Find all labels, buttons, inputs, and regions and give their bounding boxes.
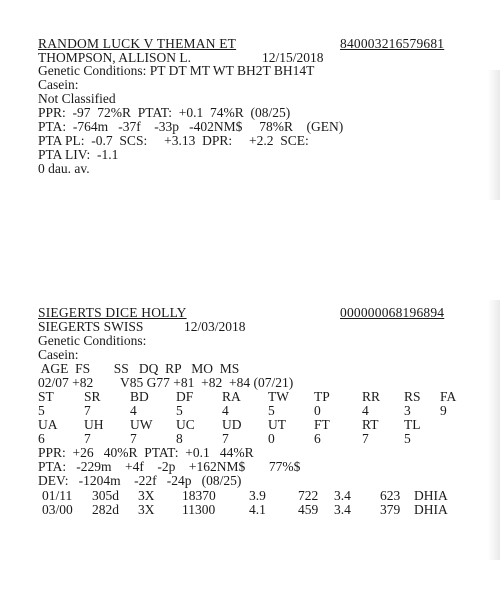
trait-label: SR	[84, 389, 101, 404]
record-date: 12/15/2018	[262, 50, 324, 65]
trait-value: 6	[38, 431, 45, 446]
pta-line: PTA: -764m -37f -33p -402NM$ 78%R (GEN)	[38, 119, 344, 134]
lactation-cell: 3X	[138, 502, 155, 517]
trait-label: TL	[404, 417, 421, 432]
classification-values: 02/07 +82 V85 G77 +81 +82 +84 (07/21)	[38, 375, 294, 390]
trait-value: 4	[130, 403, 137, 418]
trait-value: 5	[268, 403, 275, 418]
record-name: RANDOM LUCK V THEMAN ET	[38, 36, 237, 51]
trait-value: 7	[222, 431, 229, 446]
trait-value: 4	[362, 403, 369, 418]
trait-label: RS	[404, 389, 421, 404]
daughters-average: 0 dau. av.	[38, 161, 90, 176]
dev-line: DEV: -1204m -22f -24p (08/25)	[38, 473, 242, 488]
classification: Not Classified	[38, 91, 116, 106]
lactation-cell: 282d	[92, 502, 119, 517]
trait-label: RR	[362, 389, 381, 404]
lactation-cell: 379	[380, 502, 401, 517]
trait-value: 7	[84, 403, 91, 418]
pta-line: PTA: -229m +4f -2p +162NM$ 77%$	[38, 459, 301, 474]
trait-value: 7	[362, 431, 369, 446]
lactation-cell: 459	[298, 502, 319, 517]
trait-label: UC	[176, 417, 195, 432]
record-id: 840003216579681	[340, 36, 445, 51]
trait-value: 4	[222, 403, 229, 418]
ppr-line: PPR: -97 72%R PTAT: +0.1 74%R (08/25)	[38, 105, 291, 120]
trait-label: DF	[176, 389, 194, 404]
pta-pl-line: PTA PL: -0.7 SCS: +3.13 DPR: +2.2 SCE:	[38, 133, 309, 148]
trait-label: FT	[314, 417, 330, 432]
record-date: 12/03/2018	[184, 319, 246, 334]
trait-label: BD	[130, 389, 149, 404]
lactation-cell: 305d	[92, 488, 119, 503]
trait-label: UA	[38, 417, 58, 432]
ppr-line: PPR: +26 40%R PTAT: +0.1 44%R	[38, 445, 254, 460]
owner-name: SIEGERTS SWISS	[38, 319, 144, 334]
trait-label: UH	[84, 417, 104, 432]
trait-label: UD	[222, 417, 242, 432]
scan-shadow	[488, 300, 500, 560]
record-id: 000000068196894	[340, 305, 445, 320]
trait-value: 7	[130, 431, 137, 446]
trait-value: 5	[176, 403, 183, 418]
lactation-cell: 3.9	[249, 488, 266, 503]
trait-label: TP	[314, 389, 330, 404]
trait-value: 6	[314, 431, 321, 446]
trait-label: TW	[268, 389, 289, 404]
lactation-cell: DHIA	[414, 488, 448, 503]
trait-label: UW	[130, 417, 153, 432]
trait-label: RA	[222, 389, 241, 404]
lactation-cell: 3.4	[334, 502, 351, 517]
trait-label: ST	[38, 389, 54, 404]
classification-header: AGE FS SS DQ RP MO MS	[38, 361, 240, 376]
trait-value: 5	[404, 431, 411, 446]
trait-label: RT	[362, 417, 379, 432]
lactation-cell: 623	[380, 488, 401, 503]
genetic-conditions: Genetic Conditions:	[38, 333, 147, 348]
lactation-cell: 01/11	[42, 488, 73, 503]
trait-value: 5	[38, 403, 45, 418]
trait-label: FA	[440, 389, 457, 404]
genetic-conditions: Genetic Conditions: PT DT MT WT BH2T BH14T	[38, 63, 315, 78]
casein-label: Casein:	[38, 77, 79, 92]
lactation-cell: DHIA	[414, 502, 448, 517]
lactation-cell: 03/00	[42, 502, 73, 517]
record-name: SIEGERTS DICE HOLLY	[38, 305, 187, 320]
lactation-cell: 3X	[138, 488, 155, 503]
trait-value: 8	[176, 431, 183, 446]
scan-shadow	[488, 70, 500, 200]
lactation-cell: 11300	[182, 502, 216, 517]
owner-name: THOMPSON, ALLISON L.	[38, 50, 192, 65]
trait-value: 3	[404, 403, 411, 418]
lactation-cell: 4.1	[249, 502, 266, 517]
lactation-cell: 3.4	[334, 488, 351, 503]
lactation-cell: 18370	[182, 488, 216, 503]
casein-label: Casein:	[38, 347, 79, 362]
trait-value: 0	[314, 403, 321, 418]
trait-label: UT	[268, 417, 286, 432]
trait-value: 7	[84, 431, 91, 446]
lactation-cell: 722	[298, 488, 319, 503]
trait-value: 9	[440, 403, 447, 418]
pta-liv-line: PTA LIV: -1.1	[38, 147, 119, 162]
trait-value: 0	[268, 431, 275, 446]
